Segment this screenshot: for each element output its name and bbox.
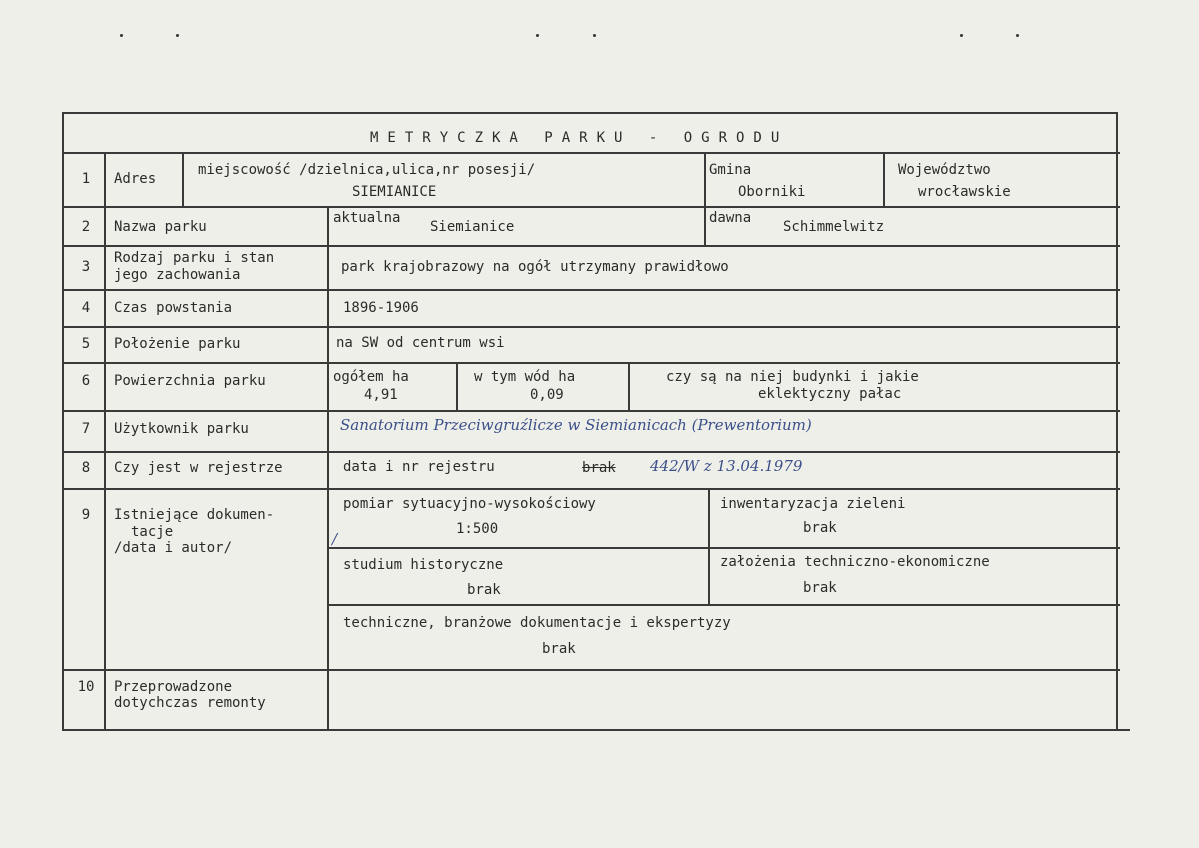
table-border — [62, 289, 1120, 291]
current-name-value: Siemianice — [430, 219, 515, 235]
table-border — [62, 112, 64, 730]
punch-mark — [593, 34, 596, 37]
former-name-value: Schimmelwitz — [783, 219, 885, 235]
survey-value: 1:500 — [456, 521, 499, 537]
form-title: METRYCZKA PARKU - OGRODU — [370, 130, 789, 146]
table-border — [883, 152, 885, 206]
buildings-value: eklektyczny pałac — [758, 386, 902, 402]
total-area-label: ogółem ha — [333, 369, 409, 385]
row-number: 2 — [81, 219, 91, 235]
row-label: tacje — [131, 524, 174, 540]
table-border — [329, 604, 1120, 606]
row-number: 4 — [81, 300, 91, 316]
table-border — [456, 362, 458, 410]
park-type-value: park krajobrazowy na ogół utrzymany prawidłowo — [341, 259, 729, 275]
water-area-label: w tym wód ha — [474, 369, 576, 385]
creation-period-value: 1896-1906 — [343, 300, 419, 316]
table-border — [62, 451, 1120, 453]
row-number: 3 — [81, 259, 91, 275]
register-date-label: data i nr rejestru — [343, 459, 495, 475]
row-label: Nazwa parku — [114, 219, 207, 235]
table-border — [1116, 112, 1118, 730]
row-label: dotychczas remonty — [114, 695, 266, 711]
register-number-handwritten: 442/W z 13.04.1979 — [650, 457, 803, 475]
location-label: miejscowość /dzielnica,ulica,nr posesji/ — [198, 162, 536, 178]
table-border — [62, 112, 1117, 114]
water-area-value: 0,09 — [530, 387, 564, 403]
struck-out-text: brak — [582, 460, 616, 476]
voivodeship-label: Województwo — [898, 162, 991, 178]
technical-docs-label: techniczne, branżowe dokumentacje i ekspertyzy — [343, 615, 731, 631]
table-border — [327, 206, 329, 730]
tech-econ-label: założenia techniczno-ekonomiczne — [720, 554, 990, 570]
row-number: 8 — [81, 460, 91, 476]
tech-econ-value: brak — [803, 580, 837, 596]
table-border — [704, 152, 706, 245]
row-number: 6 — [81, 373, 91, 389]
row-label: Użytkownik parku — [114, 421, 249, 437]
technical-docs-value: brak — [542, 641, 576, 657]
table-border — [62, 326, 1120, 328]
greenery-value: brak — [803, 520, 837, 536]
row-label: Istniejące dokumen- — [114, 507, 275, 523]
table-border — [62, 245, 1120, 247]
table-border — [62, 488, 1120, 490]
table-border — [104, 152, 106, 730]
table-border — [182, 152, 184, 206]
row-label: Położenie parku — [114, 336, 241, 352]
punch-mark — [1016, 34, 1019, 37]
row-number: 7 — [81, 421, 91, 437]
row-label: Rodzaj parku i stan — [114, 250, 275, 266]
row-number: 5 — [81, 336, 91, 352]
punch-mark — [176, 34, 179, 37]
row-label: Adres — [114, 171, 157, 187]
history-study-label: studium historyczne — [343, 557, 504, 573]
row-number: 1 — [81, 171, 91, 187]
gmina-label: Gmina — [709, 162, 752, 178]
table-border — [62, 152, 1120, 154]
handwritten-slash: / — [332, 530, 338, 548]
row-label: Przeprowadzone — [114, 679, 233, 695]
row-number: 10 — [77, 679, 95, 695]
table-border — [62, 669, 1120, 671]
table-border — [62, 729, 1130, 731]
buildings-label: czy są na niej budynki i jakie — [666, 369, 919, 385]
row-number: 9 — [81, 507, 91, 523]
table-border — [628, 362, 630, 410]
row-label: Czy jest w rejestrze — [114, 460, 283, 476]
table-border — [62, 410, 1120, 412]
punch-mark — [960, 34, 963, 37]
row-label: Powierzchnia parku — [114, 373, 266, 389]
row-label: /data i autor/ — [114, 540, 233, 556]
table-border — [329, 547, 1120, 549]
row-label: jego zachowania — [114, 267, 241, 283]
punch-mark — [120, 34, 123, 37]
greenery-label: inwentaryzacja zieleni — [720, 496, 906, 512]
gmina-value: Oborniki — [738, 184, 806, 200]
location-value: SIEMIANICE — [352, 184, 437, 200]
history-study-value: brak — [467, 582, 501, 598]
park-user-handwritten: Sanatorium Przeciwgruźlicze w Siemianicach (Prewentorium) — [340, 416, 812, 434]
table-border — [62, 206, 1120, 208]
punch-mark — [536, 34, 539, 37]
row-label: Czas powstania — [114, 300, 233, 316]
survey-label: pomiar sytuacyjno-wysokościowy — [343, 496, 596, 512]
table-border — [62, 362, 1120, 364]
voivodeship-value: wrocławskie — [918, 184, 1011, 200]
current-name-label: aktualna — [333, 210, 401, 226]
total-area-value: 4,91 — [364, 387, 398, 403]
table-border — [708, 488, 710, 604]
location-in-village-value: na SW od centrum wsi — [336, 335, 505, 351]
former-name-label: dawna — [709, 210, 752, 226]
